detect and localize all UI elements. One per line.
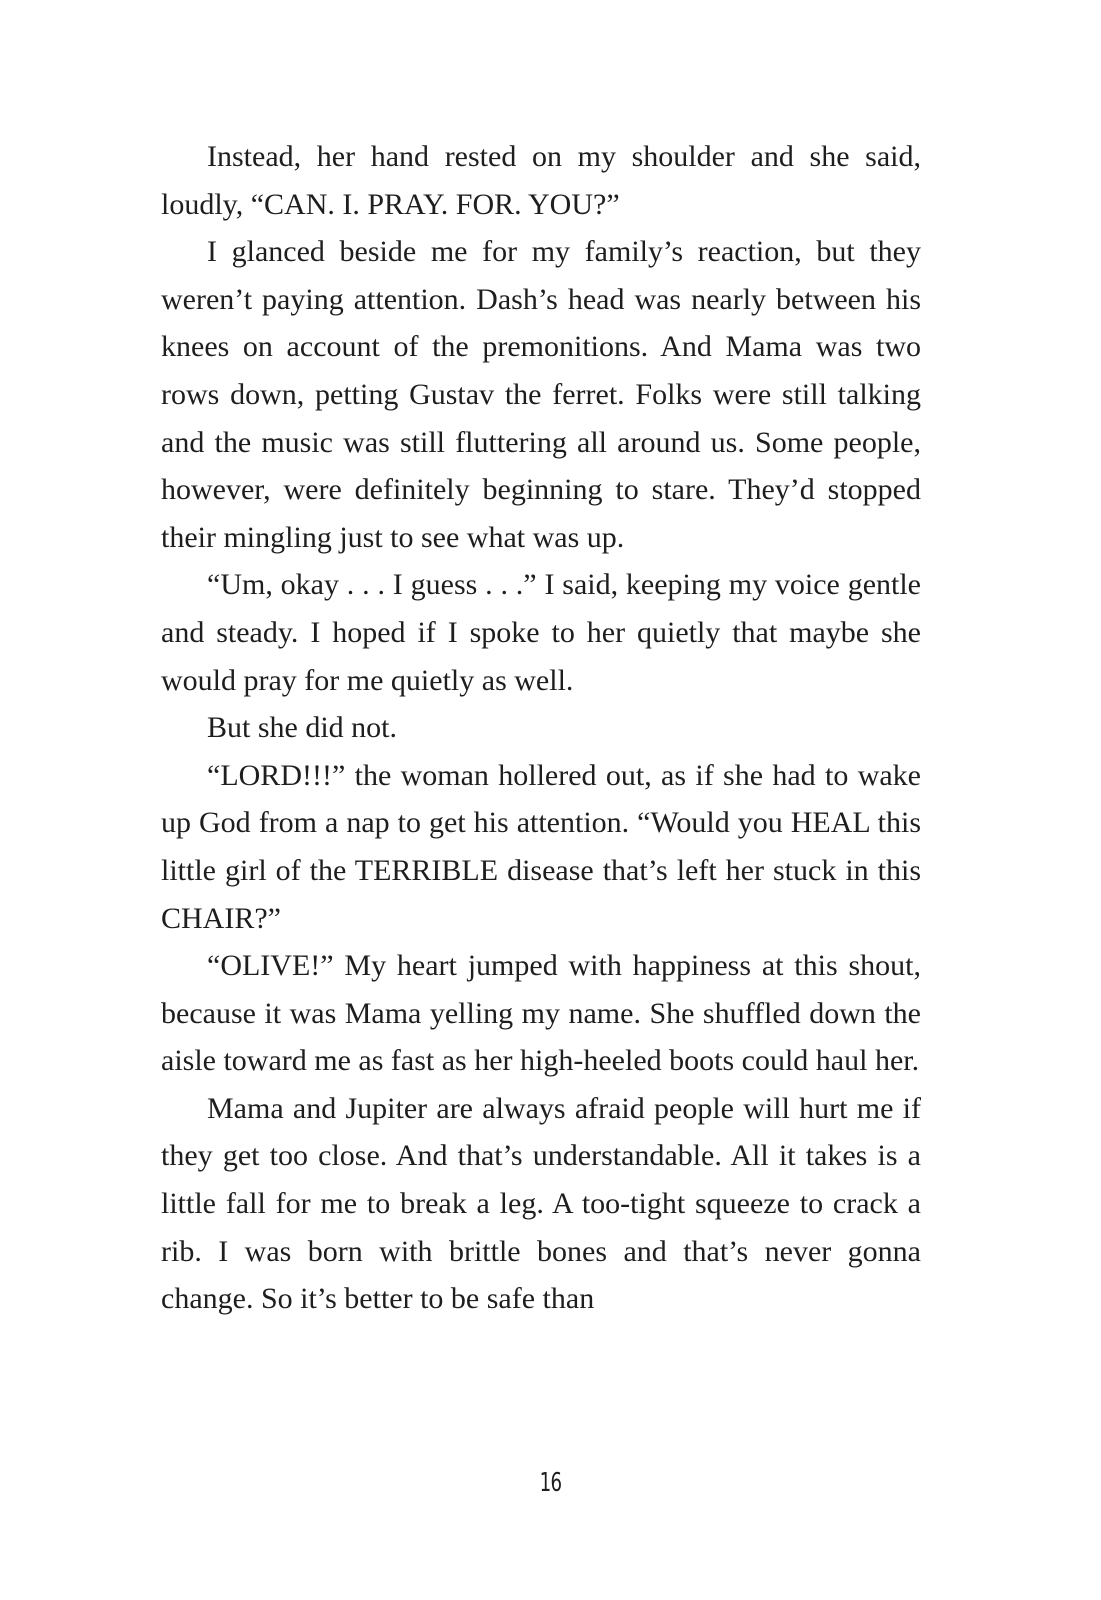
paragraph: Mama and Jupiter are always afraid people will hurt me if they get too close. And that’s understandable. All it takes is a little fall for me to break a leg. A too-tight squeeze to crack a rib. I was born with brittle bones and that’s never gonna change. So it’s better to be safe than [161, 1091, 921, 1316]
paragraph: But she did not. [207, 711, 398, 745]
paragraph: Instead, her hand rested on my shoulder and she said, loudly, “CAN. I. PRAY. FOR. YOU?” [161, 140, 921, 221]
paragraph: “LORD!!!” the woman hollered out, as if she had to wake up God from a nap to get his attention. “Would you HEAL this little girl of the TERRIBLE disease that’s left her stuck in this CHAIR?” [161, 758, 921, 935]
body-text [161, 133, 921, 1323]
paragraph: “OLIVE!” My heart jumped with happiness at this shout, because it was Mama yelling my name. She shuffled down the aisle toward me as fast as her high-heeled boots could haul her. [161, 949, 921, 1078]
paragraph: I glanced beside me for my family’s reaction, but they weren’t paying attention. Dash’s head was nearly between his knees on account of the premonitions. And Mama was two rows down, petting Gustav the ferret. Folks were still talking and the music was still fluttering all around us. Some people, however, were definitely beginning to stare. They’d stopped their mingling just to see what was up. [161, 235, 921, 554]
page-number: 16 [539, 1468, 562, 1498]
paragraph: “Um, okay . . . I guess . . .” I said, keeping my voice gentle and steady. I hoped if I spoke to her quietly that maybe she would pray for me quietly as well. [161, 568, 921, 697]
